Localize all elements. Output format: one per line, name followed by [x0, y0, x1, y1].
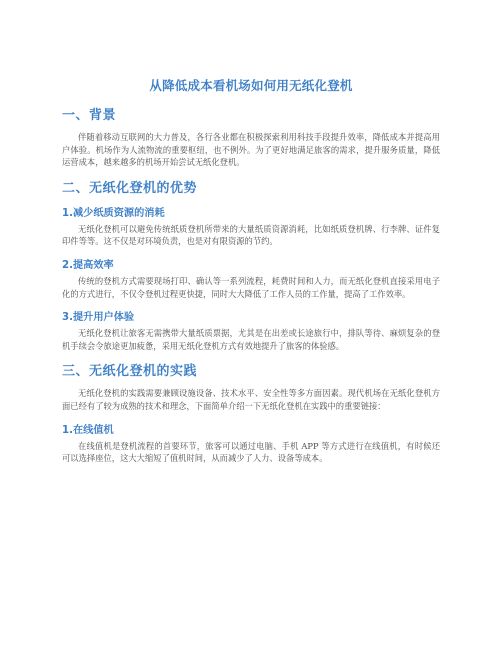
section-heading-advantages: 二、无纸化登机的优势 [62, 180, 198, 196]
section-heading-background: 一、背景 [62, 108, 117, 123]
paragraph-reduce-paper: 无纸化登机可以避免传统纸质登机所带来的大量纸质资源消耗，比如纸质登机牌、行李牌、证件复印件等等。这不仅是对环境负责，也是对有限资源的节约。 [62, 223, 440, 247]
paragraph-user-experience: 无纸化登机让旅客无需携带大量纸质票据，尤其是在出差或长途旅行中，排队等待、麻烦复杂的登机手续会令旅途更加疲惫，采用无纸化登机方式有效地提升了旅客的体验感。 [62, 328, 440, 351]
paragraph-online-checkin: 在线值机是登机流程的首要环节，旅客可以通过电脑、手机 APP 等方式进行在线值机，有时候还可以选择座位，这大大缩短了值机时间，从而减少了人力、设备等成本。 [62, 440, 440, 464]
paragraph-efficiency: 传统的登机方式需要现场打印、确认等一系列流程，耗费时间和人力，而无纸化登机直接采用电子化的方式进行，不仅令登机过程更快捷，同时大大降低了工作人员的工作量，提高了工作效率。 [62, 275, 440, 299]
paragraph-practice: 无纸化登机的实践需要兼顾设施设备、技术水平、安全性等多方面因素。现代机场在无纸化登机方面已经有了较为成熟的技术和理念，下面简单介绍一下无纸化登机在实践中的重要链接： [62, 388, 440, 411]
subsection-heading-reduce-paper: 1.减少纸质资源的消耗 [62, 207, 165, 219]
document-title: 从降低成本看机场如何用无纸化登机 [149, 78, 353, 93]
subsection-heading-user-experience: 3.提升用户体验 [62, 312, 135, 324]
subsection-heading-efficiency: 2.提高效率 [62, 259, 114, 271]
section-heading-practice: 三、无纸化登机的实践 [62, 364, 198, 380]
subsection-heading-online-checkin: 1.在线值机 [62, 424, 114, 436]
paragraph-background: 伴随着移动互联网的大力普及，各行各业都在积极探索利用科技手段提升效率，降低成本并提高用户体验。机场作为人流物流的重要枢纽，也不例外。为了更好地满足旅客的需求，提升服务质量，降低运营成本，越来越多的机场开始尝试无纸化登机。 [62, 132, 440, 168]
document-page [62, 76, 440, 473]
